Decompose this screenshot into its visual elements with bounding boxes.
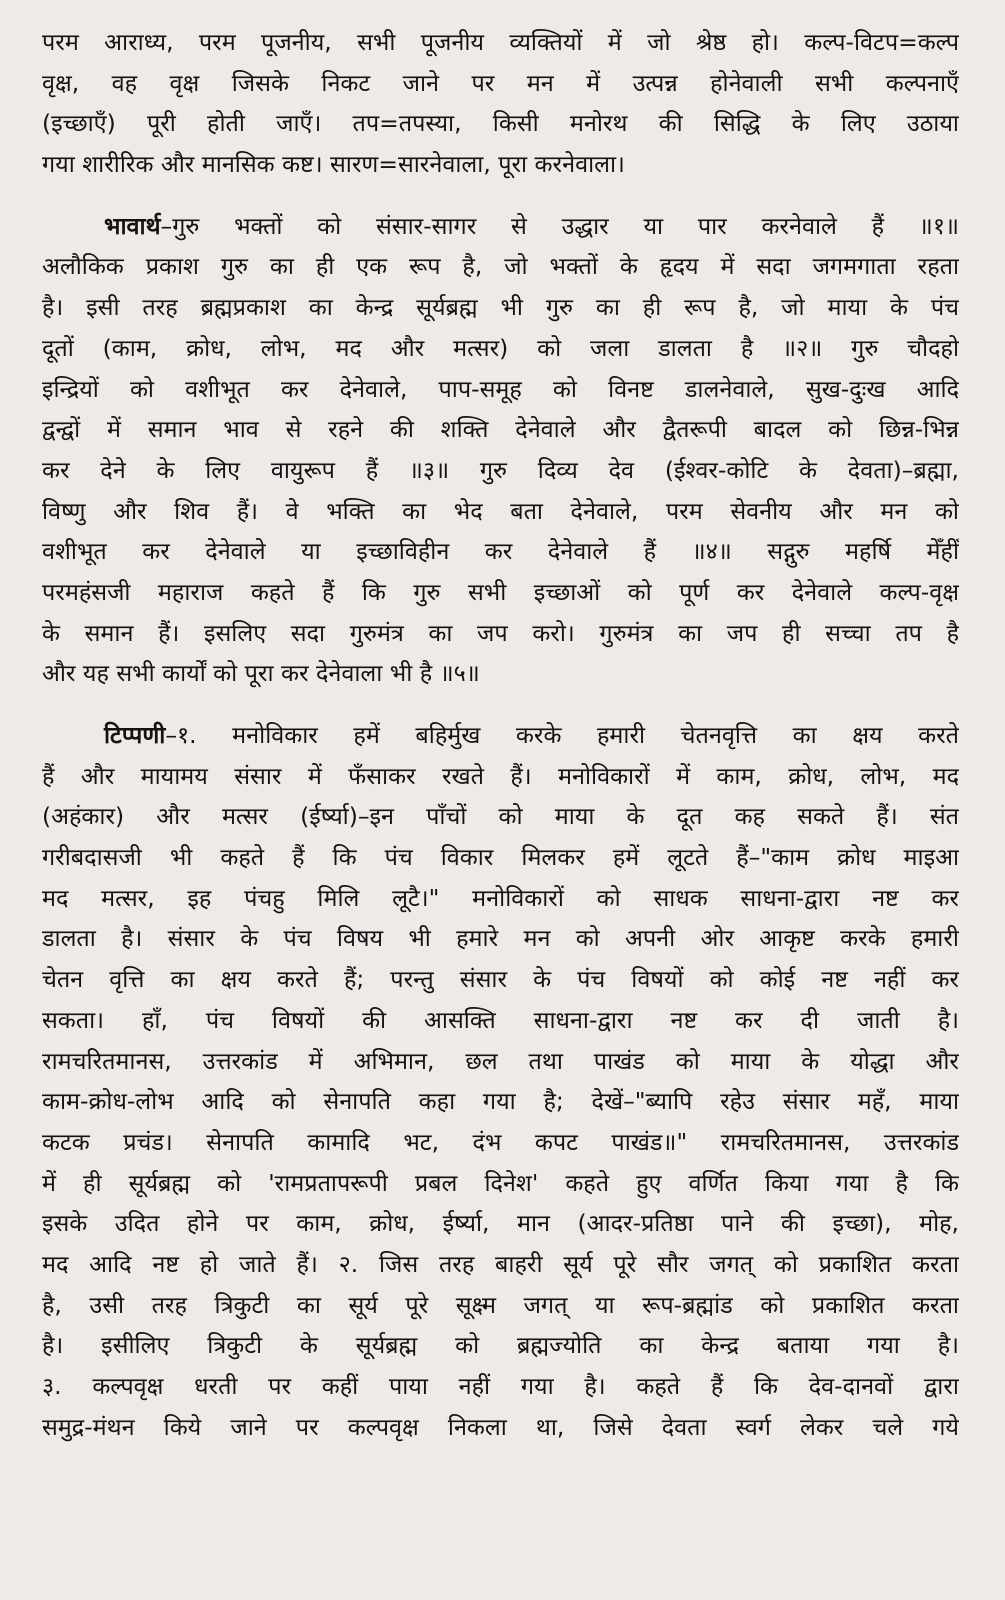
text-line: हैं और मायामय संसार में फँसाकर रखते हैं। मनोविकारों में काम, क्रोध, लोभ, मद: [42, 761, 959, 790]
text-line: विष्णु और शिव हैं। वे भक्ति का भेद बता देनेवाले, परम सेवनीय और मन को: [42, 496, 959, 525]
bhavarth-heading: भावार्थ: [104, 211, 161, 240]
tippani-first-text: –१. मनोविकार हमें बहिर्मुख करके हमारी चेतनवृत्ति का क्षय करते: [165, 721, 959, 749]
text-line: समुद्र-मंथन किये जाने पर कल्पवृक्ष निकला था, जिसे देवता स्वर्ग लेकर चले गये: [42, 1412, 959, 1441]
text-line: गया शारीरिक और मानसिक कष्ट। सारण=सारनेवाला, पूरा करनेवाला।: [42, 150, 625, 179]
text-line: इसके उदित होने पर काम, क्रोध, ईर्ष्या, मान (आदर-प्रतिष्ठा पाने की इच्छा), मोह,: [42, 1209, 959, 1238]
bhavarth-paragraph: [42, 206, 959, 694]
text-line: इन्द्रियों को वशीभूत कर देनेवाले, पाप-समूह को विनष्ट डालनेवाले, सुख-दुःख आदि: [42, 374, 959, 403]
paragraph-spacer: [42, 185, 959, 206]
bhavarth-first-line: [42, 206, 959, 247]
text-line: अलौकिक प्रकाश गुरु का ही एक रूप है, जो भक्तों के हृदय में सदा जगमगाता रहता: [42, 252, 959, 281]
text-line: ३. कल्पवृक्ष धरती पर कहीं पाया नहीं गया है। कहते हैं कि देव-दानवों द्वारा: [42, 1372, 959, 1400]
text-line: (इच्छाएँ) पूरी होती जाएँ। तप=तपस्या, किसी मनोरथ की सिद्धि के लिए उठाया: [42, 109, 959, 138]
text-line: परम आराध्य, परम पूजनीय, सभी पूजनीय व्यक्तियों में जो श्रेष्ठ हो। कल्प-विटप=कल्प: [42, 28, 959, 56]
text-line: कर देने के लिए वायुरूप हैं ॥३॥ गुरु दिव्य देव (ईश्वर-कोटि के देवता)–ब्रह्मा,: [42, 455, 959, 484]
bhavarth-first-text: –गुरु भक्तों को संसार-सागर से उद्धार या पार करनेवाले हैं ॥१॥: [160, 211, 959, 240]
text-line: है। इसीलिए त्रिकुटी के सूर्यब्रह्म को ब्रह्मज्योति का केन्द्र बताया गया है।: [42, 1331, 959, 1360]
text-line: वृक्ष, वह वृक्ष जिसके निकट जाने पर मन में उत्पन्न होनेवाली सभी कल्पनाएँ: [42, 68, 959, 97]
text-line: चेतन वृत्ति का क्षय करते हैं; परन्तु संसार के पंच विषयों को कोई नष्ट नहीं कर: [42, 965, 959, 994]
text-line: के समान हैं। इसलिए सदा गुरुमंत्र का जप करो। गुरुमंत्र का जप ही सच्चा तप है: [42, 618, 959, 647]
text-line: और यह सभी कार्यों को पूरा कर देनेवाला भी है ॥५॥: [42, 659, 480, 688]
text-line: डालता है। संसार के पंच विषय भी हमारे मन को अपनी ओर आकृष्ट करके हमारी: [42, 924, 959, 953]
text-line: मद आदि नष्ट हो जाते हैं। २. जिस तरह बाहरी सूर्य पूरे सौर जगत् को प्रकाशित करता: [42, 1249, 959, 1278]
text-line: मद मत्सर, इह पंचहु मिलि लूटै।" मनोविकारों को साधक साधना-द्वारा नष्ट कर: [42, 883, 959, 912]
glossary-paragraph: [42, 22, 959, 185]
text-line: कटक प्रचंड। सेनापति कामादि भट, दंभ कपट पाखंड॥" रामचरितमानस, उत्तरकांड: [42, 1127, 959, 1156]
text-line: रामचरितमानस, उत्तरकांड में अभिमान, छल तथा पाखंड को माया के योद्धा और: [42, 1046, 959, 1075]
text-line: गरीबदासजी भी कहते हैं कि पंच विकार मिलकर हमें लूटते हैं–"काम क्रोध माइआ: [42, 843, 959, 872]
text-line: (अहंकार) और मत्सर (ईर्ष्या)–इन पाँचों को माया के दूत कह सकते हैं। संत: [42, 802, 959, 831]
tippani-paragraph: [42, 715, 959, 1447]
tippani-first-line: [42, 715, 959, 756]
text-line: वशीभूत कर देनेवाले या इच्छाविहीन कर देनेवाले हैं ॥४॥ सद्गुरु महर्षि मेँहीँ: [42, 537, 959, 566]
text-line: द्वन्द्वों में समान भाव से रहने की शक्ति देनेवाले और द्वैतरूपी बादल को छिन्न-भिन्न: [42, 415, 959, 444]
text-line: काम-क्रोध-लोभ आदि को सेनापति कहा गया है; देखें–"ब्यापि रहेउ संसार महँ, माया: [42, 1087, 959, 1116]
tippani-heading: टिप्पणी: [104, 721, 166, 749]
paragraph-spacer: [42, 694, 959, 715]
text-line: है। इसी तरह ब्रह्मप्रकाश का केन्द्र सूर्यब्रह्म भी गुरु का ही रूप है, जो माया के पंच: [42, 293, 959, 322]
text-line: दूतों (काम, क्रोध, लोभ, मद और मत्सर) को जला डालता है ॥२॥ गुरु चौदहो: [42, 333, 959, 362]
text-line: है, उसी तरह त्रिकुटी का सूर्य पूरे सूक्ष्म जगत् या रूप-ब्रह्मांड को प्रकाशित करता: [42, 1290, 959, 1319]
text-line: सकता। हाँ, पंच विषयों की आसक्ति साधना-द्वारा नष्ट कर दी जाती है।: [42, 1005, 959, 1034]
text-line: परमहंसजी महाराज कहते हैं कि गुरु सभी इच्छाओं को पूर्ण कर देनेवाले कल्प-वृक्ष: [42, 577, 959, 606]
text-line: में ही सूर्यब्रह्म को 'रामप्रतापरूपी प्रबल दिनेश' कहते हुए वर्णित किया गया है कि: [42, 1168, 959, 1197]
